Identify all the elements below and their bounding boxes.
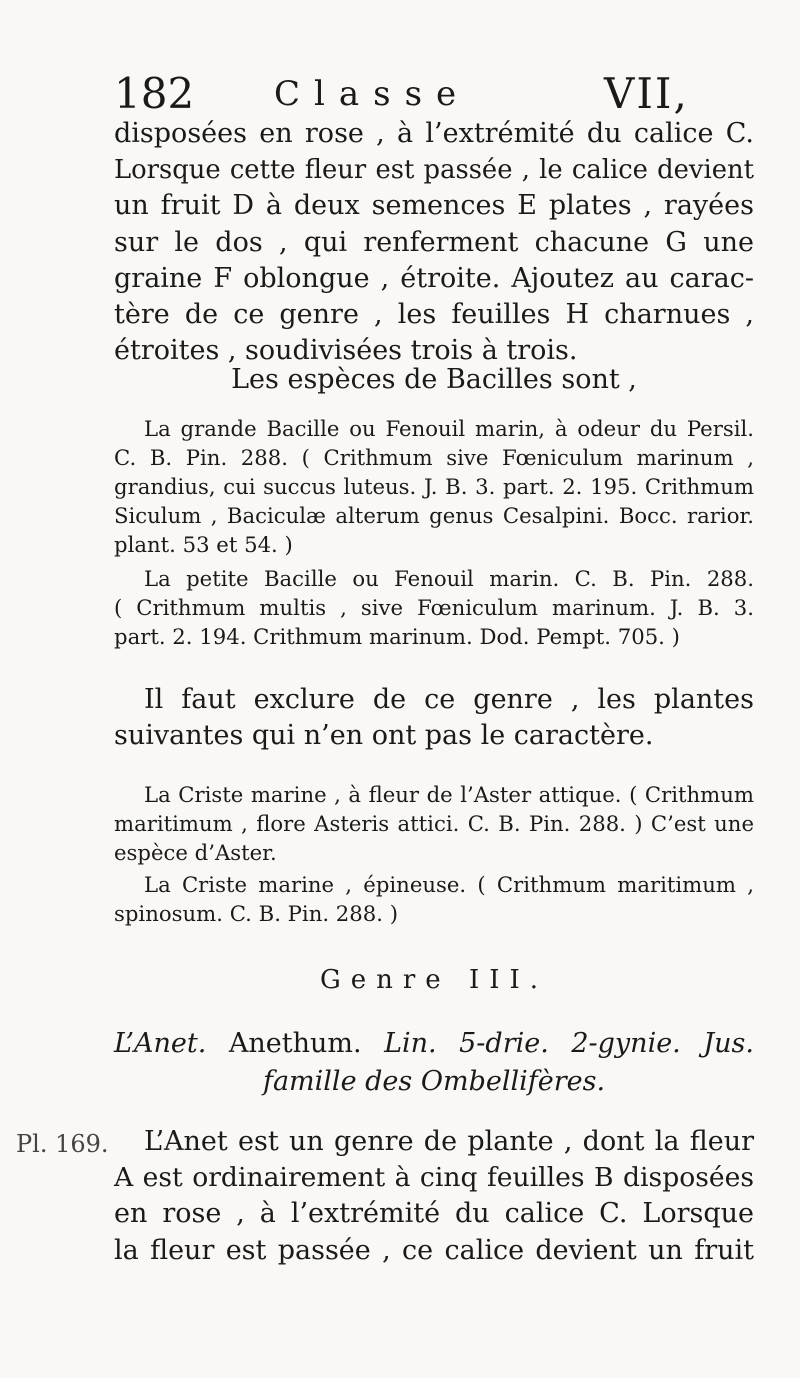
text-line: plant. 53 et 54. ): [114, 532, 293, 557]
text-line: spinosum. C. B. Pin. 288. ): [114, 901, 398, 926]
text-line: Lorsque cette fleur est passée , le calice devient: [114, 155, 754, 186]
text-line: La Criste marine , à fleur de l’Aster attique. ( Crithmum: [144, 782, 754, 807]
anet-jus: Jus.: [703, 1028, 754, 1059]
text-line: A est ordinairement à cinq feuilles B disposées: [114, 1162, 754, 1194]
header-classe: Classe: [274, 74, 471, 114]
excluded-entry-1: [114, 780, 754, 867]
text-line: la fleur est passée , ce calice devient un fruit: [114, 1234, 754, 1266]
text-line: un fruit D à deux semences E plates , rayées: [114, 190, 754, 222]
text-line: suivantes qui n’en ont pas le caractère.: [114, 720, 654, 752]
species-entry-2: [114, 564, 754, 651]
text-line: sur le dos , qui renferment chacune G une: [114, 226, 754, 258]
text-line: La grande Bacille ou Fenouil marin, à odeur du Persil.: [144, 416, 754, 441]
text-line: ( Crithmum multis , sive Fœniculum marinum. J. B. 3.: [114, 595, 754, 620]
text-line: tère de ce genre , les feuilles H charnues ,: [114, 299, 754, 331]
header-classe-number: VII,: [604, 69, 689, 118]
anet-name: L’Anet.: [114, 1028, 207, 1059]
text-line: La petite Bacille ou Fenouil marin. C. B. Pin. 288.: [144, 566, 754, 591]
text-line: étroites , soudivisées trois à trois.: [114, 335, 578, 367]
anet-latin: Anethum.: [228, 1028, 362, 1059]
top-paragraph: [114, 116, 754, 369]
anet-drie: 5-drie.: [459, 1028, 549, 1059]
text-line: part. 2. 194. Crithmum marinum. Dod. Pempt. 705. ): [114, 624, 680, 649]
anet-title: [114, 1026, 754, 1062]
text-line: disposées en rose , à l’extrémité du calice C.: [114, 118, 754, 149]
species-heading: Les espèces de Bacilles sont ,: [231, 364, 637, 395]
anet-lin: Lin.: [384, 1028, 437, 1059]
excluded-entry-2: [114, 870, 754, 928]
page-number: 182: [114, 69, 195, 118]
species-entry-1: [114, 414, 754, 559]
text-line: grandius, cui succus luteus. J. B. 3. part. 2. 195. Crithmum: [114, 474, 754, 499]
text-line: L’Anet est un genre de plante , dont la fleur: [144, 1126, 754, 1157]
text-line: espèce d’Aster.: [114, 840, 277, 865]
text-line: graine F oblongue , étroite. Ajoutez au carac-: [114, 262, 754, 294]
genre-heading: Genre III.: [319, 965, 549, 995]
anet-gynie: 2-gynie.: [571, 1028, 681, 1059]
running-header: [114, 64, 754, 124]
exclude-paragraph: [114, 682, 754, 754]
anet-subtitle: famille des Ombellifères.: [262, 1066, 606, 1097]
text-line: La Criste marine , épineuse. ( Crithmum maritimum ,: [144, 872, 754, 897]
plate-reference: Pl. 169.: [16, 1130, 109, 1158]
bottom-paragraph: [114, 1124, 754, 1269]
text-line: Il faut exclure de ce genre , les plantes: [144, 684, 754, 715]
text-line: maritimum , flore Asteris attici. C. B. Pin. 288. ) C’est une: [114, 811, 754, 836]
text-line: Siculum , Baciculæ alterum genus Cesalpini. Bocc. rarior.: [114, 503, 754, 528]
text-line: en rose , à l’extrémité du calice C. Lorsque: [114, 1198, 754, 1230]
text-line: C. B. Pin. 288. ( Crithmum sive Fœniculum marinum ,: [114, 445, 754, 470]
